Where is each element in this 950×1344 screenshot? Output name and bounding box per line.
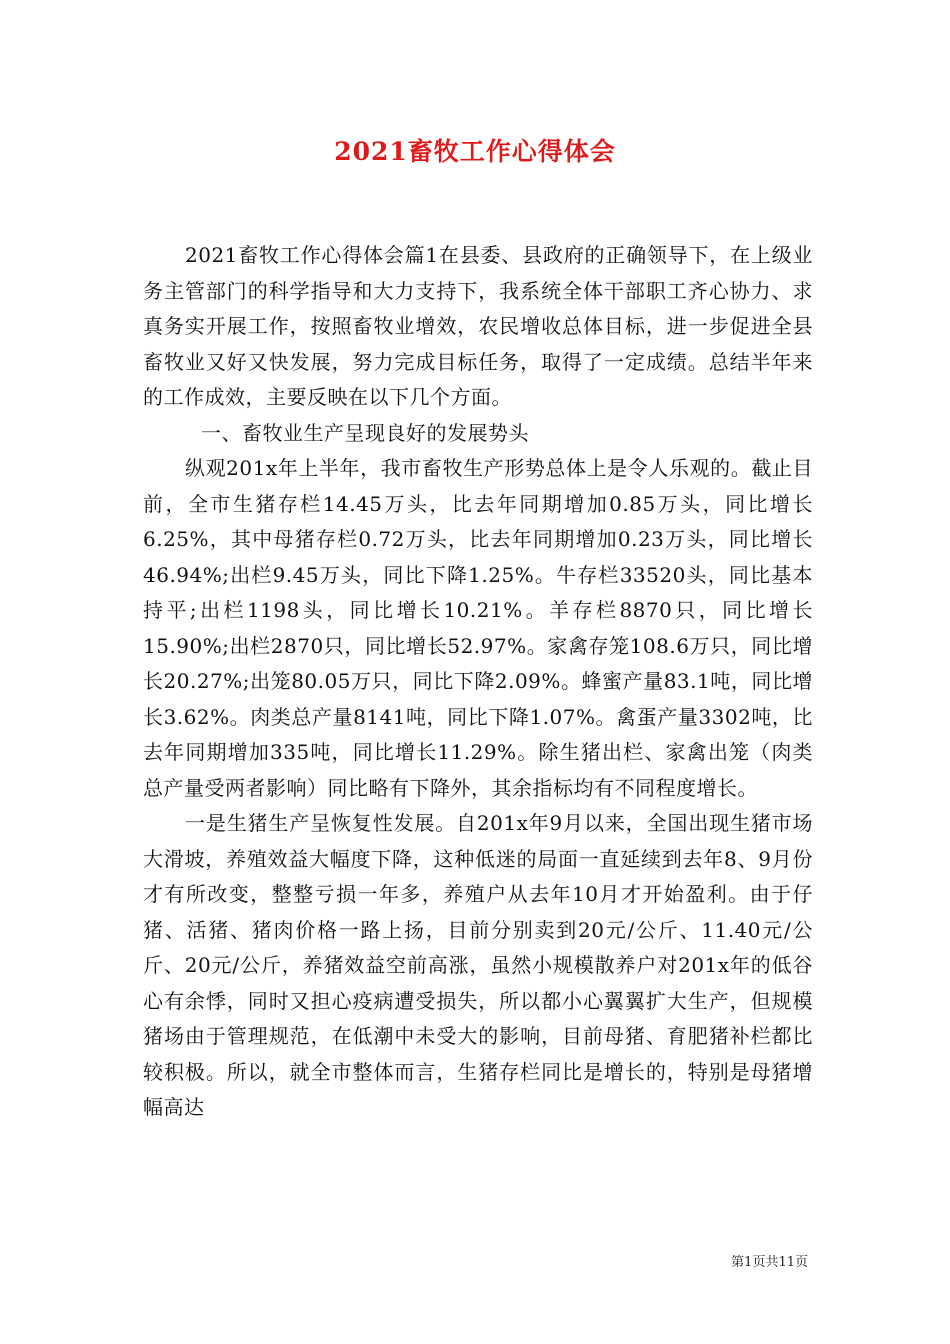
paragraph-pig-production: 一是生猪生产呈恢复性发展。自201x年9月以来，全国出现生猪市场大滑坡，养殖效益大幅度下降，这种低迷的局面一直延续到去年8、9月份才有所改变，整整亏损一年多，养殖户从去年10月才开始盈利。由于仔猪、活猪、猪肉价格一路上扬，目前分别卖到20元/公斤、11.40元/公斤、20元/公斤，养猪效益空前高涨，虽然小规模散养户对201x年的低谷心有余悸，同时又担心疫病遭受损失，所以都小心翼翼扩大生产，但规模猪场由于管理规范，在低潮中未受大的影响，目前母猪、育肥猪补栏都比较积极。所以，就全市整体而言，生猪存栏同比是增长的，特别是母猪增幅高达 bbox=[143, 811, 813, 1119]
page-number: 第1页共11页 bbox=[731, 1255, 808, 1270]
section-heading: 一、畜牧业生产呈现良好的发展势头 bbox=[201, 420, 529, 445]
document-body bbox=[143, 238, 813, 1126]
document-title: 2021畜牧工作心得体会 bbox=[334, 137, 616, 166]
paragraph-intro: 2021畜牧工作心得体会篇1在县委、县政府的正确领导下，在上级业务主管部门的科学指导和大力支持下，我系统全体干部职工齐心协力、求真务实开展工作，按照畜牧业增效，农民增收总体目标，进一步促进全县畜牧业又好又快发展，努力完成目标任务，取得了一定成绩。总结半年来的工作成效，主要反映在以下几个方面。 bbox=[143, 243, 813, 409]
paragraph-statistics: 纵观201x年上半年，我市畜牧生产形势总体上是令人乐观的。截止目前，全市生猪存栏14.45万头，比去年同期增加0.85万头，同比增长6.25%，其中母猪存栏0.72万头，比去年同期增加0.23万头，同比增长46.94%;出栏9.45万头，同比下降1.25%。牛存栏33520头，同比基本持平;出栏1198头，同比增长10.21%。羊存栏8870只，同比增长15.90%;出栏2870只，同比增长52.97%。家禽存笼108.6万只，同比增长20.27%;出笼80.05万只，同比下降2.09%。蜂蜜产量83.1吨，同比增长3.62%。肉类总产量8141吨，同比下降1.07%。禽蛋产量3302吨，比去年同期增加335吨，同比增长11.29%。除生猪出栏、家禽出笼（肉类总产量受两者影响）同比略有下降外，其余指标均有不同程度增长。 bbox=[143, 456, 813, 800]
